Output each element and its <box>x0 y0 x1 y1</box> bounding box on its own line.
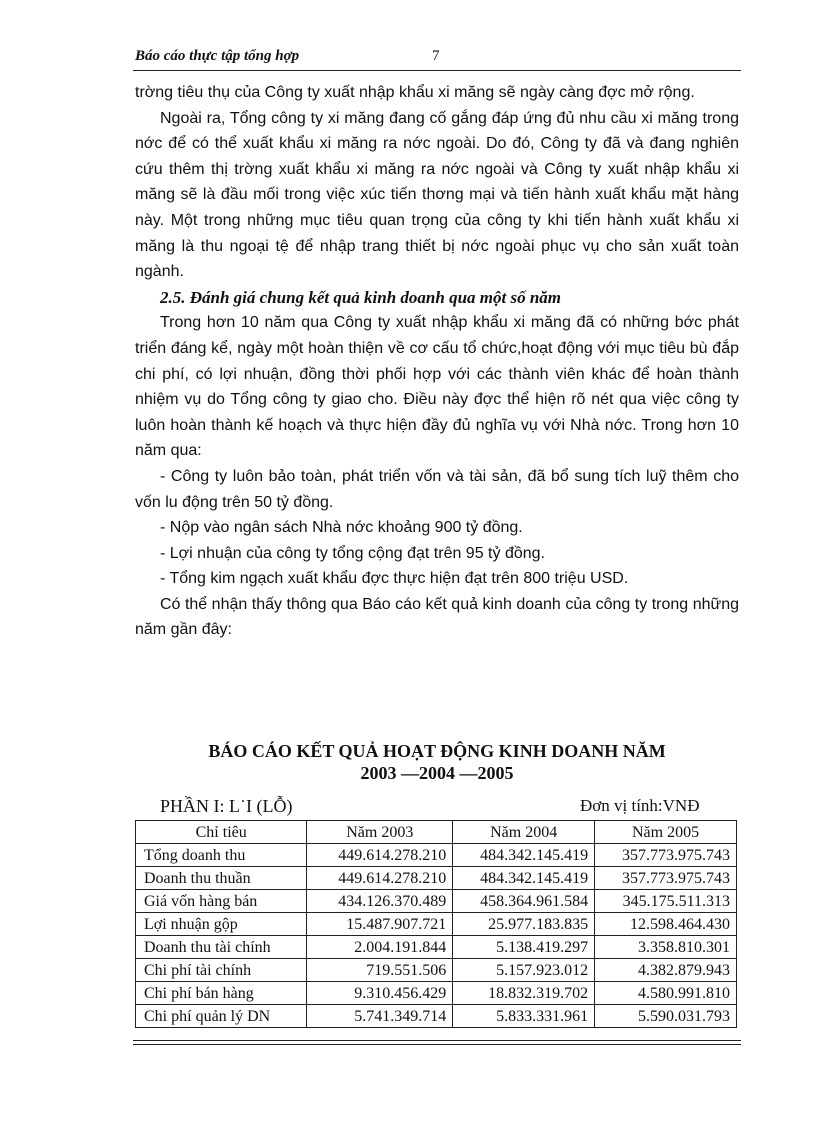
section-heading: 2.5. Đánh giá chung kết quả kinh doanh qua một số năm <box>160 287 562 307</box>
report-title-line2: 2003 —2004 —2005 <box>360 763 514 783</box>
cell-value: 15.487.907.721 <box>307 913 453 936</box>
row-label: Chi phí bán hàng <box>136 982 307 1005</box>
table-header-row <box>136 821 737 844</box>
report-title <box>135 740 739 784</box>
cell-value: 5.157.923.012 <box>453 959 595 982</box>
row-label: Chi phí quản lý DN <box>136 1005 307 1028</box>
header-title: Báo cáo thực tập tổng hợp <box>135 48 300 64</box>
unit-label: Đơn vị tính:VNĐ <box>580 796 700 815</box>
cell-value: 3.358.810.301 <box>595 936 737 959</box>
cell-value: 25.977.183.835 <box>453 913 595 936</box>
table-row <box>136 959 737 982</box>
bullet-item: - Tổng kim ngạch xuất khẩu đợc thực hiện đạt trên 800 triệu USD. <box>160 570 629 588</box>
cell-value: 9.310.456.429 <box>307 982 453 1005</box>
row-label: Doanh thu tài chính <box>136 936 307 959</box>
bullet-item: - Nộp vào ngân sách Nhà nớc khoảng 900 tỷ đồng. <box>160 519 523 537</box>
paragraph-overview: Trong hơn 10 năm qua Công ty xuất nhập khẩu xi măng đã có những bớc phát triển đáng kể, ngày một hoàn thiện về cơ cấu tổ chức,hoạt động với mục tiêu bù đắp chi phí, có lợi nhuận, đồng thời phối hợp với các thành viên khác để hoàn thành nhiệm vụ do Tổng công ty giao cho. Điều này đợc thể hiện rõ nét qua việc công ty luôn hoàn thành kế hoạch và thực hiện đầy đủ nghĩa vụ với Nhà nớc. Trong hơn 10 năm qua: <box>135 314 739 460</box>
cell-value: 434.126.370.489 <box>307 890 453 913</box>
page-number: 7 <box>432 48 440 64</box>
column-header: Năm 2003 <box>307 821 453 844</box>
header-divider <box>133 70 741 71</box>
cell-value: 458.364.961.584 <box>453 890 595 913</box>
cell-value: 449.614.278.210 <box>307 867 453 890</box>
column-header: Năm 2004 <box>453 821 595 844</box>
cell-value: 5.741.349.714 <box>307 1005 453 1028</box>
row-label: Lợi nhuận gộp <box>136 913 307 936</box>
part-label: PHẦN I: L˙I (LỖ) <box>160 796 293 816</box>
income-statement-table <box>135 820 737 1028</box>
cell-value: 12.598.464.430 <box>595 913 737 936</box>
document-body <box>135 80 739 643</box>
row-label: Doanh thu thuần <box>136 867 307 890</box>
cell-value: 449.614.278.210 <box>307 844 453 867</box>
cell-value: 484.342.145.419 <box>453 844 595 867</box>
table-row <box>136 844 737 867</box>
paragraph-export-plan: Ngoài ra, Tổng công ty xi măng đang cố gắng đáp ứng đủ nhu cầu xi măng trong nớc để có thể xuất khẩu xi măng ra nớc ngoài. Do đó, Công ty đã và đang nghiên cứu thêm thị trờng xuất khẩu xi măng ra nớc ngoài và Công ty xuất nhập khẩu xi măng sẽ là đầu mối trong việc xúc tiến thơng mại và tiến hành xuất khẩu mặt hàng này. Một trong những mục tiêu quan trọng của công ty khi tiến hành xuất khẩu xi măng là thu ngoại tệ để nhập trang thiết bị nớc ngoài phục vụ cho sản xuất toàn ngành. <box>135 109 739 281</box>
bullet-item: - Lợi nhuận của công ty tổng cộng đạt trên 95 tỷ đồng. <box>160 544 545 562</box>
table-row <box>136 982 737 1005</box>
column-header: Năm 2005 <box>595 821 737 844</box>
cell-value: 18.832.319.702 <box>453 982 595 1005</box>
cell-value: 357.773.975.743 <box>595 844 737 867</box>
paragraph-closing: Có thể nhận thấy thông qua Báo cáo kết quả kinh doanh của công ty trong những năm gần đây: <box>135 595 739 639</box>
cell-value: 5.833.331.961 <box>453 1005 595 1028</box>
report-title-line1: BÁO CÁO KẾT QUẢ HOẠT ĐỘNG KINH DOANH NĂM <box>208 741 666 761</box>
cell-value: 345.175.511.313 <box>595 890 737 913</box>
cell-value: 719.551.506 <box>307 959 453 982</box>
cell-value: 484.342.145.419 <box>453 867 595 890</box>
table-row <box>136 890 737 913</box>
table-row <box>136 1005 737 1028</box>
footer-divider <box>133 1040 741 1041</box>
cell-value: 4.580.991.810 <box>595 982 737 1005</box>
column-header: Chỉ tiêu <box>136 821 307 844</box>
cell-value: 357.773.975.743 <box>595 867 737 890</box>
cell-value: 4.382.879.943 <box>595 959 737 982</box>
cell-value: 5.590.031.793 <box>595 1005 737 1028</box>
cell-value: 2.004.191.844 <box>307 936 453 959</box>
paragraph-continuation: trờng tiêu thụ của Công ty xuất nhập khẩu xi măng sẽ ngày càng đợc mở rộng. <box>135 84 695 101</box>
cell-value: 5.138.419.297 <box>453 936 595 959</box>
row-label: Giá vốn hàng bán <box>136 890 307 913</box>
row-label: Tổng doanh thu <box>136 844 307 867</box>
page-header <box>133 48 741 70</box>
footer-divider <box>133 1044 741 1045</box>
row-label: Chi phí tài chính <box>136 959 307 982</box>
table-row <box>136 913 737 936</box>
table-row <box>136 936 737 959</box>
bullet-item: - Công ty luôn bảo toàn, phát triển vốn và tài sản, đã bổ sung tích luỹ thêm cho vốn lu động trên 50 tỷ đồng. <box>135 467 739 511</box>
table-row <box>136 867 737 890</box>
